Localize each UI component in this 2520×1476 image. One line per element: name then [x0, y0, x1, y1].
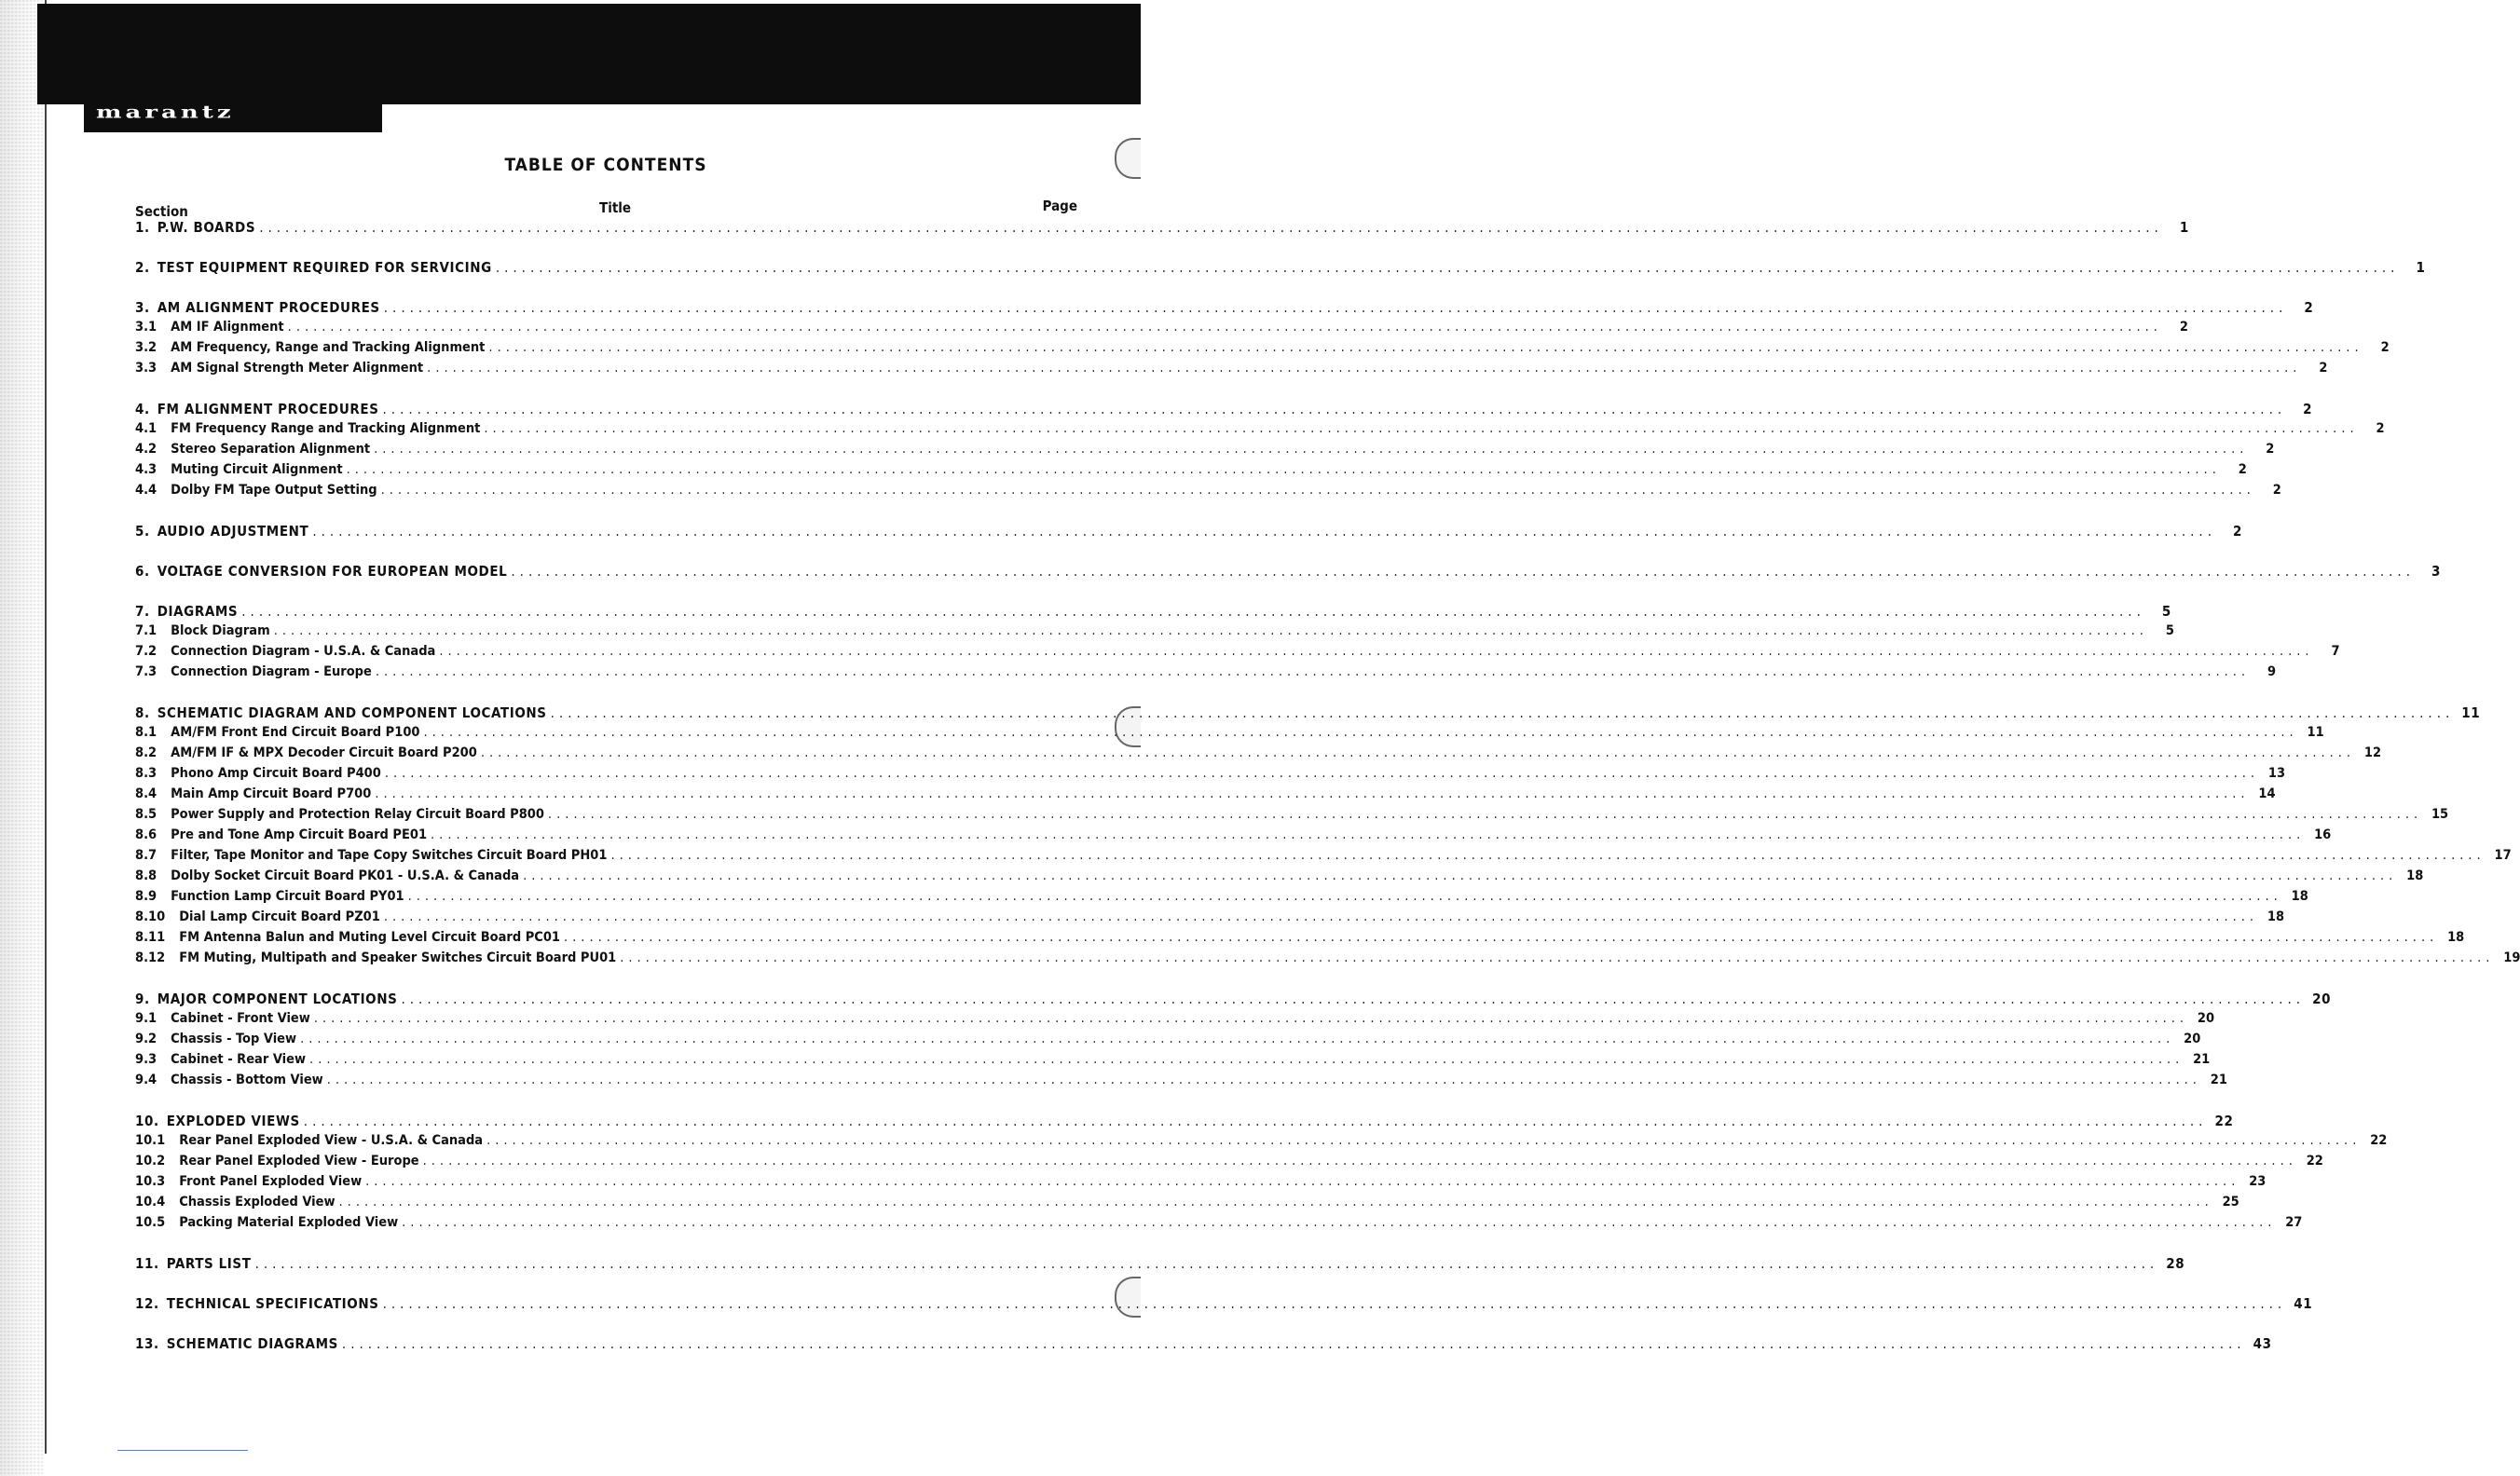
dot-leader: ............................................................................................................................................................................................................................ [431, 827, 2306, 842]
dot-leader: ............................................................................................................................................................................................................................ [300, 1032, 2175, 1046]
toc-entry [135, 1032, 2201, 1052]
toc-entry-title: Rear Panel Exploded View - U.S.A. & Canada [179, 1133, 484, 1148]
toc-entry-number: 10.5 [135, 1215, 166, 1230]
dot-leader: ............................................................................................................................................................................................................................ [488, 340, 2363, 355]
toc-entry-title: Filter, Tape Monitor and Tape Copy Switches Circuit Board PH01 [171, 848, 608, 863]
toc-entry-number: 3. [135, 299, 150, 316]
toc-entry-page: 2 [2272, 483, 2281, 498]
toc-entry [135, 523, 2242, 543]
toc-entry-page: 9 [2267, 664, 2277, 679]
dot-leader: ............................................................................................................................................................................................................................ [341, 1335, 2246, 1352]
dot-leader: ............................................................................................................................................................................................................................ [564, 930, 2439, 945]
toc-entry [135, 1174, 2267, 1195]
column-header-title: Title [599, 199, 632, 216]
toc-entry [135, 1154, 2323, 1174]
toc-entry [135, 786, 2276, 807]
dot-leader: ............................................................................................................................................................................................................................ [375, 786, 2250, 801]
toc-entry-title: Power Supply and Protection Relay Circuit Board P800 [171, 807, 544, 822]
toc-entry-number: 4.3 [135, 462, 158, 477]
dot-leader: ............................................................................................................................................................................................................................ [480, 745, 2356, 760]
toc-entry [135, 219, 2189, 239]
dot-leader: ............................................................................................................................................................................................................................ [241, 603, 2145, 620]
toc-entry-number: 3.2 [135, 340, 158, 355]
toc-entry [135, 401, 2313, 421]
toc-entry-page: 20 [2312, 991, 2332, 1007]
dot-leader: ............................................................................................................................................................................................................................ [374, 442, 2249, 457]
toc-entry-number: 4.1 [135, 421, 158, 436]
toc-entry-number: 8.2 [135, 745, 158, 760]
toc-entry [135, 1255, 2185, 1276]
toc-entry-page: 3 [2431, 563, 2442, 580]
toc-entry-page: 14 [2258, 786, 2276, 801]
toc-entry-page: 2 [2238, 462, 2247, 477]
toc-entry [135, 563, 2442, 583]
toc-entry [135, 704, 2481, 725]
toc-entry-number: 7.3 [135, 664, 158, 679]
toc-entry-page: 15 [2431, 807, 2449, 822]
toc-entry-page: 2 [2380, 340, 2390, 355]
toc-entry-title: FM Muting, Multipath and Speaker Switches Circuit Board PU01 [179, 950, 617, 965]
toc-entry-title: DIAGRAMS [157, 603, 239, 620]
toc-entry-number: 9. [135, 991, 150, 1007]
toc-entry [135, 483, 2281, 503]
toc-entry-title: Cabinet - Rear View [171, 1052, 307, 1067]
toc-entry [135, 361, 2328, 381]
toc-entry-title: Block Diagram [171, 623, 270, 638]
toc-entry-number: 10.1 [135, 1133, 166, 1148]
toc-entry-number: 8.11 [135, 930, 166, 945]
toc-entry-number: 2. [135, 259, 150, 276]
toc-entry-title: Stereo Separation Alignment [171, 442, 371, 457]
dot-leader: ............................................................................................................................................................................................................................ [407, 889, 2282, 904]
toc-entry-title: Connection Diagram - U.S.A. & Canada [171, 644, 436, 659]
toc-entry [135, 1195, 2239, 1215]
dot-leader: ............................................................................................................................................................................................................................ [375, 664, 2251, 679]
footer-rule [117, 1450, 248, 1451]
toc-entry-number: 4.4 [135, 483, 158, 498]
toc-entry-page: 20 [2184, 1032, 2201, 1046]
toc-entry-title: TECHNICAL SPECIFICATIONS [166, 1295, 379, 1312]
toc-entry-number: 9.2 [135, 1032, 158, 1046]
column-header-section: Section [135, 203, 188, 220]
dot-leader: ............................................................................................................................................................................................................................ [402, 1215, 2277, 1230]
toc-entry-title: Function Lamp Circuit Board PY01 [171, 889, 404, 904]
toc-entry-number: 8.4 [135, 786, 158, 801]
dot-leader: ............................................................................................................................................................................................................................ [287, 320, 2162, 335]
dot-leader: ............................................................................................................................................................................................................................ [486, 1133, 2362, 1148]
toc-entry-number: 10.3 [135, 1174, 166, 1189]
toc-entry [135, 889, 2308, 909]
toc-entry-page: 7 [2331, 644, 2340, 659]
toc-entry [135, 807, 2449, 827]
toc-entry [135, 462, 2247, 483]
toc-entry-title: Dial Lamp Circuit Board PZ01 [179, 909, 380, 924]
toc-entry-title: Muting Circuit Alignment [171, 462, 343, 477]
toc-entry-page: 41 [2294, 1295, 2313, 1312]
toc-entry-page: 1 [2416, 259, 2426, 276]
dot-leader: ............................................................................................................................................................................................................................ [610, 848, 2486, 863]
dot-leader: ............................................................................................................................................................................................................................ [383, 909, 2259, 924]
toc-entry-title: Rear Panel Exploded View - Europe [179, 1154, 419, 1168]
toc-entry-page: 21 [2210, 1073, 2227, 1087]
toc-entry-title: FM Antenna Balun and Muting Level Circuit Board PC01 [179, 930, 561, 945]
toc-entry-title: AM IF Alignment [171, 320, 284, 335]
toc-entry-number: 10. [135, 1113, 159, 1129]
toc-entry-page: 5 [2161, 603, 2171, 620]
toc-entry-number: 7.1 [135, 623, 158, 638]
dot-leader: ............................................................................................................................................................................................................................ [547, 807, 2423, 822]
toc-entry-title: AM Frequency, Range and Tracking Alignment [171, 340, 486, 355]
dot-leader: ............................................................................................................................................................................................................................ [383, 299, 2288, 316]
toc-entry-page: 18 [2406, 868, 2424, 883]
toc-entry [135, 644, 2340, 664]
dot-leader: ............................................................................................................................................................................................................................ [382, 401, 2287, 417]
toc-entry-page: 2 [2179, 320, 2188, 335]
toc-entry [135, 421, 2385, 442]
scan-edge [0, 0, 45, 1476]
dot-leader: ............................................................................................................................................................................................................................ [384, 766, 2260, 781]
toc-entry-page: 2 [2303, 401, 2313, 417]
toc-entry-page: 20 [2197, 1011, 2215, 1026]
toc-entry [135, 848, 2512, 868]
toc-entry-page: 27 [2285, 1215, 2303, 1230]
toc-entry [135, 1052, 2211, 1073]
toc-entry-title: Dolby FM Tape Output Setting [171, 483, 377, 498]
toc-entry-page: 22 [2306, 1154, 2323, 1168]
toc-entry-page: 22 [2370, 1133, 2388, 1148]
dot-leader: ............................................................................................................................................................................................................................ [346, 462, 2221, 477]
toc-entry-title: TEST EQUIPMENT REQUIRED FOR SERVICING [157, 259, 492, 276]
toc-entry-title: Main Amp Circuit Board P700 [171, 786, 372, 801]
toc-entry-number: 8.12 [135, 950, 166, 965]
toc-entry-title: FM Frequency Range and Tracking Alignment [171, 421, 481, 436]
toc-entry-number: 5. [135, 523, 150, 540]
toc-entry-number: 8.10 [135, 909, 166, 924]
toc-entry-page: 22 [2214, 1113, 2234, 1129]
toc-entry-title: Chassis - Top View [171, 1032, 297, 1046]
toc-entry-title: Dolby Socket Circuit Board PK01 - U.S.A. & Canada [171, 868, 520, 883]
toc-entry-title: EXPLODED VIEWS [166, 1113, 300, 1129]
toc-entry-number: 8.5 [135, 807, 158, 822]
toc-entry-title: Packing Material Exploded View [179, 1215, 399, 1230]
toc-entry-page: 17 [2494, 848, 2512, 863]
toc-entry [135, 827, 2332, 848]
toc-entry-page: 43 [2253, 1335, 2272, 1352]
toc-entry-number: 8. [135, 704, 150, 721]
toc-entry-title: Pre and Tone Amp Circuit Board PE01 [171, 827, 428, 842]
toc-entry-number: 9.3 [135, 1052, 158, 1067]
toc-entry-number: 8.6 [135, 827, 158, 842]
toc-entry-number: 10.2 [135, 1154, 166, 1168]
toc-entry-number: 9.4 [135, 1073, 158, 1087]
toc-entry-number: 8.7 [135, 848, 158, 863]
toc-entry-page: 2 [2233, 523, 2242, 540]
toc-entry-number: 8.8 [135, 868, 158, 883]
toc-entry [135, 766, 2286, 786]
toc-entry-title: Phono Amp Circuit Board P400 [171, 766, 381, 781]
toc-entry-page: 28 [2166, 1255, 2185, 1272]
toc-entry [135, 1133, 2388, 1154]
dot-leader: ............................................................................................................................................................................................................................ [380, 483, 2255, 498]
toc-entry-title: SCHEMATIC DIAGRAM AND COMPONENT LOCATIONS [157, 704, 547, 721]
toc-entry [135, 1335, 2272, 1356]
dot-leader: ............................................................................................................................................................................................................................ [401, 991, 2306, 1007]
toc-entry-title: P.W. BOARDS [157, 219, 256, 236]
toc-entry-number: 8.9 [135, 889, 158, 904]
toc-entry-number: 4.2 [135, 442, 158, 457]
toc-entry [135, 1073, 2227, 1093]
dot-leader: ............................................................................................................................................................................................................................ [620, 950, 2495, 965]
dot-leader: ............................................................................................................................................................................................................................ [365, 1174, 2240, 1189]
toc-entry-number: 3.1 [135, 320, 158, 335]
toc-entry-number: 6. [135, 563, 150, 580]
toc-entry [135, 1011, 2215, 1032]
dot-leader: ............................................................................................................................................................................................................................ [439, 644, 2314, 659]
toc-entry-number: 4. [135, 401, 150, 417]
brand-logo: marantz [96, 102, 235, 123]
toc-entry-page: 16 [2314, 827, 2332, 842]
toc-entry [135, 1113, 2234, 1133]
column-header-page: Page [1042, 198, 1077, 214]
toc-entry-page: 5 [2165, 623, 2174, 638]
toc-entry-title: SCHEMATIC DIAGRAMS [166, 1335, 338, 1352]
toc-entry-title: AUDIO ADJUSTMENT [157, 523, 309, 540]
dot-leader: ............................................................................................................................................................................................................................ [550, 704, 2455, 721]
dot-leader: ............................................................................................................................................................................................................................ [511, 563, 2416, 580]
toc-list [135, 219, 2520, 1356]
toc-entry-page: 1 [2179, 219, 2189, 236]
toc-entry-page: 12 [2363, 745, 2382, 760]
toc-entry-title: Chassis Exploded View [179, 1195, 336, 1210]
dot-leader: ............................................................................................................................................................................................................................ [422, 1154, 2297, 1168]
toc-entry-title: AM ALIGNMENT PROCEDURES [157, 299, 380, 316]
toc-entry-title: AM Signal Strength Meter Alignment [171, 361, 424, 376]
dot-leader: ............................................................................................................................................................................................................................ [312, 523, 2216, 540]
toc-entry-title: MAJOR COMPONENT LOCATIONS [157, 991, 398, 1007]
toc-entry-page: 2 [2266, 442, 2275, 457]
toc-entry [135, 603, 2171, 623]
toc-entry [135, 909, 2285, 930]
toc-entry-number: 8.3 [135, 766, 158, 781]
dot-leader: ............................................................................................................................................................................................................................ [273, 623, 2148, 638]
page-title: TABLE OF CONTENTS [504, 155, 707, 175]
toc-entry-page: 19 [2503, 950, 2520, 965]
toc-entry-title: FM ALIGNMENT PROCEDURES [157, 401, 379, 417]
toc-entry-number: 12. [135, 1295, 159, 1312]
dot-leader: ............................................................................................................................................................................................................................ [495, 259, 2400, 276]
toc-entry-page: 13 [2267, 766, 2286, 781]
toc-entry [135, 623, 2174, 644]
toc-entry-title: VOLTAGE CONVERSION FOR EUROPEAN MODEL [157, 563, 508, 580]
toc-entry [135, 950, 2520, 971]
toc-entry-number: 11. [135, 1255, 159, 1272]
toc-entry-title: Cabinet - Front View [171, 1011, 310, 1026]
toc-entry-number: 1. [135, 219, 150, 236]
toc-entry [135, 1295, 2313, 1316]
toc-entry-page: 18 [2291, 889, 2308, 904]
toc-entry [135, 664, 2277, 685]
toc-entry-page: 11 [2461, 704, 2481, 721]
toc-entry-page: 18 [2447, 930, 2465, 945]
toc-entry-number: 13. [135, 1335, 159, 1352]
margin-rule [45, 0, 47, 1454]
toc-entry-number: 9.1 [135, 1011, 158, 1026]
toc-entry [135, 299, 2314, 320]
toc-entry-title: AM/FM IF & MPX Decoder Circuit Board P200 [171, 745, 477, 760]
dot-leader: ............................................................................................................................................................................................................................ [313, 1011, 2189, 1026]
toc-entry-number: 8.1 [135, 725, 158, 740]
dot-leader: ............................................................................................................................................................................................................................ [427, 361, 2302, 376]
toc-entry [135, 991, 2332, 1011]
dot-leader: ............................................................................................................................................................................................................................ [523, 868, 2398, 883]
toc-entry-page: 2 [2304, 299, 2314, 316]
toc-entry-number: 10.4 [135, 1195, 166, 1210]
toc-entry-title: Connection Diagram - Europe [171, 664, 372, 679]
dot-leader: ............................................................................................................................................................................................................................ [484, 421, 2359, 436]
toc-entry-page: 18 [2267, 909, 2285, 924]
dot-leader: ............................................................................................................................................................................................................................ [382, 1295, 2287, 1312]
toc-entry-page: 2 [2319, 361, 2328, 376]
toc-entry-title: Front Panel Exploded View [179, 1174, 363, 1189]
toc-entry [135, 320, 2188, 340]
toc-entry [135, 340, 2390, 361]
toc-entry [135, 930, 2465, 950]
dot-leader: ............................................................................................................................................................................................................................ [309, 1052, 2184, 1067]
dot-leader: ............................................................................................................................................................................................................................ [338, 1195, 2213, 1210]
toc-entry-page: 2 [2376, 421, 2385, 436]
dot-leader: ............................................................................................................................................................................................................................ [303, 1113, 2208, 1129]
toc-entry-page: 23 [2249, 1174, 2267, 1189]
toc-entry-title: Chassis - Bottom View [171, 1073, 323, 1087]
toc-entry [135, 868, 2424, 889]
toc-entry [135, 442, 2275, 462]
toc-entry [135, 725, 2324, 745]
header-band [37, 4, 1141, 104]
toc-entry [135, 1215, 2303, 1236]
toc-entry-number: 3.3 [135, 361, 158, 376]
toc-entry-number: 7.2 [135, 644, 158, 659]
toc-entry-page: 21 [2193, 1052, 2211, 1067]
toc-entry-number: 7. [135, 603, 150, 620]
dot-leader: ............................................................................................................................................................................................................................ [423, 725, 2298, 740]
toc-entry-page: 11 [2307, 725, 2324, 740]
dot-leader: ............................................................................................................................................................................................................................ [259, 219, 2163, 236]
dot-leader: ............................................................................................................................................................................................................................ [254, 1255, 2159, 1272]
toc-entry-title: PARTS LIST [166, 1255, 252, 1272]
toc-entry [135, 745, 2382, 766]
toc-entry-title: AM/FM Front End Circuit Board P100 [171, 725, 420, 740]
toc-entry [135, 259, 2426, 280]
toc-entry-page: 25 [2222, 1195, 2239, 1210]
dot-leader: ............................................................................................................................................................................................................................ [326, 1073, 2201, 1087]
